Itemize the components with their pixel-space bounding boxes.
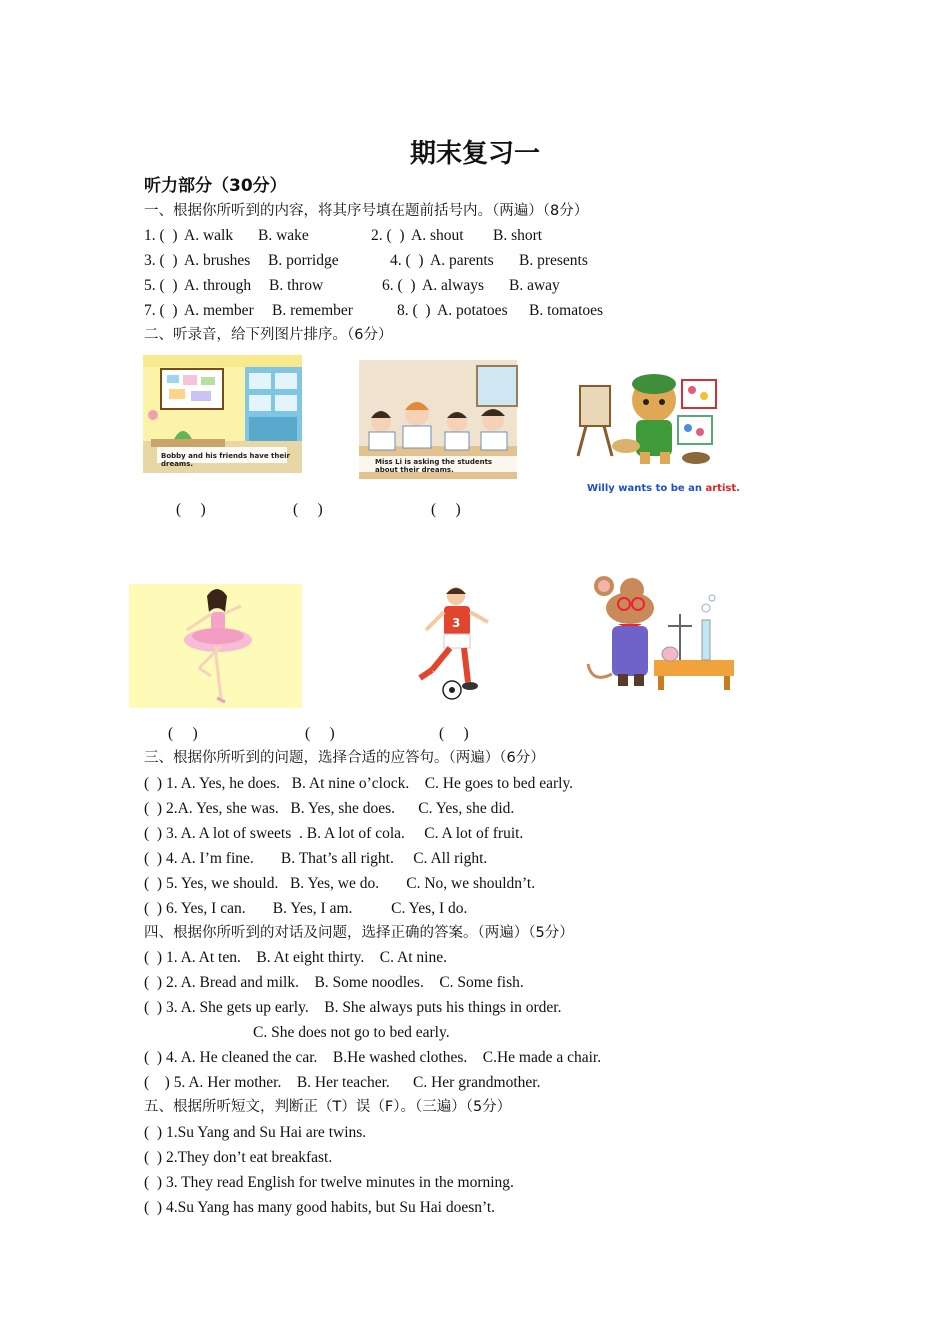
football-player-illustration (408, 586, 498, 702)
q1-option-b: B. remember (272, 302, 353, 319)
answer-blank: ( ) (431, 501, 461, 518)
q1-option-a: A. shout (411, 227, 464, 244)
picture-caption: Bobby and his friends have their dreams. (161, 452, 290, 468)
q4-question: ( ) 5. A. Her mother. B. Her teacher. C. Her grandmother. (144, 1074, 541, 1091)
answer-blank: ( ) (305, 725, 335, 742)
q1-option-b: B. presents (519, 252, 588, 269)
q5-statement: ( ) 2.They don’t eat breakfast. (144, 1149, 333, 1166)
q4-question-continuation: C. She does not go to bed early. (253, 1024, 450, 1041)
q1-option-a: A. parents (430, 252, 494, 269)
q1-item-number: 6. ( ) (382, 277, 416, 294)
q1-item-number: 1. ( ) (144, 227, 178, 244)
q4-question: ( ) 4. A. He cleaned the car. B.He washed clothes. C.He made a chair. (144, 1049, 602, 1066)
answer-blank: ( ) (176, 501, 206, 518)
q1-item-number: 3. ( ) (144, 252, 178, 269)
q3-question: ( ) 6. Yes, I can. B. Yes, I am. C. Yes, I do. (144, 900, 468, 917)
scientist-mouse-illustration (584, 574, 736, 696)
q5-heading: 五、根据所听短文，判断正（T）误（F）。（三遍）（5分） (144, 1099, 512, 1115)
q1-option-b: B. wake (258, 227, 309, 244)
answer-blank: ( ) (293, 501, 323, 518)
q1-item-number: 7. ( ) (144, 302, 178, 319)
q5-statement: ( ) 1.Su Yang and Su Hai are twins. (144, 1124, 367, 1141)
q1-heading: 一、根据你所听到的内容，将其序号填在题前括号内。（两遍）（8分） (144, 203, 589, 219)
q1-option-b: B. short (493, 227, 543, 244)
q1-option-a: A. member (184, 302, 254, 319)
q4-question: ( ) 3. A. She gets up early. B. She always puts his things in order. (144, 999, 562, 1016)
painter-lion-illustration (566, 360, 740, 494)
q1-item-number: 5. ( ) (144, 277, 178, 294)
svg-text:3: 3 (452, 616, 461, 630)
listening-section-heading: 听力部分（30分） (144, 176, 287, 196)
ballet-dancer-illustration (129, 584, 302, 708)
picture-caption (573, 472, 740, 505)
q1-item-number: 2. ( ) (371, 227, 405, 244)
q3-question: ( ) 5. Yes, we should. B. Yes, we do. C. No, we shouldn’t. (144, 875, 536, 892)
q1-option-b: B. throw (269, 277, 324, 294)
q1-option-a: A. through (184, 277, 252, 294)
picture-caption: Miss Li is asking the students about their dreams. (375, 458, 493, 474)
q1-option-a: A. potatoes (437, 302, 508, 319)
q3-heading: 三、根据你所听到的问题，选择合适的应答句。（两遍）（6分） (144, 750, 545, 766)
q3-question: ( ) 4. A. I’m fine. B. That’s all right. C. All right. (144, 850, 488, 867)
q4-question: ( ) 2. A. Bread and milk. B. Some noodles. C. Some fish. (144, 974, 524, 991)
answer-blank: ( ) (168, 725, 198, 742)
q3-question: ( ) 1. A. Yes, he does. B. At nine o’clock. C. He goes to bed early. (144, 775, 574, 792)
caption-highlight: artist. (705, 483, 740, 494)
classroom-illustration (143, 355, 302, 473)
q4-heading: 四、根据你所听到的对话及问题，选择正确的答案。（两遍）（5分） (144, 925, 574, 941)
students-illustration (359, 360, 517, 479)
q1-option-b: B. porridge (268, 252, 339, 269)
q1-option-a: A. always (422, 277, 484, 294)
q1-item-number: 8. ( ) (397, 302, 431, 319)
q4-question: ( ) 1. A. At ten. B. At eight thirty. C. At nine. (144, 949, 447, 966)
q1-option-b: B. away (509, 277, 560, 294)
q1-option-b: B. tomatoes (529, 302, 604, 319)
answer-blank: ( ) (439, 725, 469, 742)
q1-option-a: A. brushes (184, 252, 251, 269)
q3-question: ( ) 3. A. A lot of sweets . B. A lot of cola. C. A lot of fruit. (144, 825, 524, 842)
q1-option-a: A. walk (184, 227, 234, 244)
q1-item-number: 4. ( ) (390, 252, 424, 269)
q3-question: ( ) 2.A. Yes, she was. B. Yes, she does. C. Yes, she did. (144, 800, 515, 817)
q2-heading: 二、听录音，给下列图片排序。（6分） (144, 327, 393, 343)
caption-text: Willy wants to be an (586, 483, 706, 494)
q5-statement: ( ) 3. They read English for twelve minutes in the morning. (144, 1174, 514, 1191)
q5-statement: ( ) 4.Su Yang has many good habits, but Su Hai doesn’t. (144, 1199, 496, 1216)
page-title: 期末复习一 (409, 139, 540, 169)
